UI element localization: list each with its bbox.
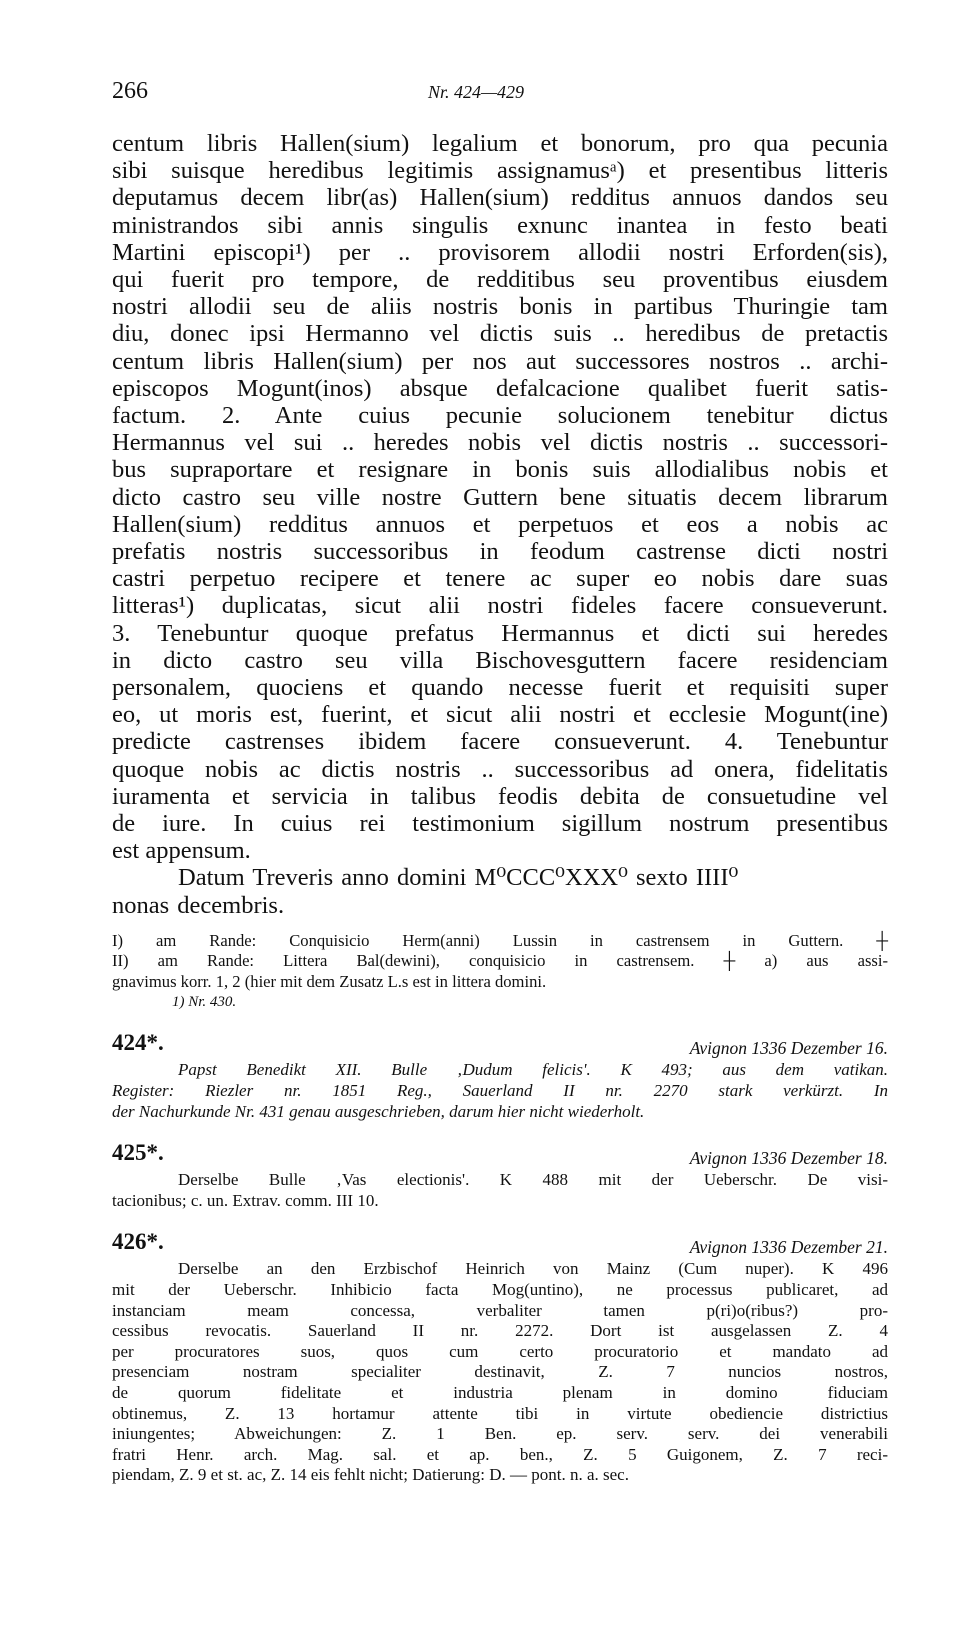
entry-place-date: Avignon 1336 Dezember 21. <box>689 1237 888 1258</box>
entry-line: Register: Riezler nr. 1851 Reg., Sauerland II nr. 2270 stark verkürzt. In <box>112 1080 888 1100</box>
entry-line: Derselbe an den Erzbischof Heinrich von Mainz (Cum nuper). K 496 <box>178 1259 888 1279</box>
text-line: 3. Tenebuntur quoque prefatus Hermannus et dicti sui heredes <box>112 619 888 647</box>
dating-clause <box>112 864 888 891</box>
text-line: personalem, quociens et quando necesse fuerit et requisiti super <box>112 674 888 702</box>
text-line: iuramenta et servicia in talibus feodis debita de consuetudine vel <box>112 782 888 810</box>
entry-number: 426*. <box>112 1229 164 1255</box>
entry-426 <box>112 1229 888 1486</box>
text-line: ministrandos sibi annis singulis exnunc inantea in festo beati <box>112 211 888 239</box>
text-line: diu, donec ipsi Hermanno vel dictis suis .. heredibus de pretactis <box>112 320 888 348</box>
page-number: 266 <box>112 78 148 104</box>
text-line: litteras¹) duplicatas, sicut alii nostri fideles facere consueverunt. <box>112 592 888 620</box>
page-header <box>112 78 888 112</box>
entry-body <box>112 1170 888 1211</box>
entry-number: 425*. <box>112 1140 164 1166</box>
entry-line: obtinemus, Z. 13 hortamur attente tibi in virtute obediencie districtius <box>112 1403 888 1423</box>
text-line: deputamus decem libr(as) Hallen(sium) redditus annuos dandos seu <box>112 184 888 212</box>
running-title: Nr. 424—429 <box>428 82 525 102</box>
text-line: Martini episcopi¹) per .. provisorem allodii nostri Erforden(sis), <box>112 238 888 266</box>
entry-line: presenciam nostram specialiter destinavit, Z. 7 nuncios nostros, <box>112 1362 888 1382</box>
text-line: de iure. In cuius rei testimonium sigillum nostrum presentibus <box>112 810 888 838</box>
text-line: dicto castro seu ville nostre Guttern bene situatis decem librarum <box>112 483 888 511</box>
entry-424 <box>112 1030 888 1122</box>
entry-line: de quorum fidelitate et industria plenam in domino fiduciam <box>112 1382 888 1402</box>
entry-line: piendam, Z. 9 et st. ac, Z. 14 eis fehlt nicht; Datierung: D. — pont. n. a. sec. <box>112 1465 629 1485</box>
entry-place-date: Avignon 1336 Dezember 18. <box>689 1148 888 1169</box>
text-line: qui fuerit pro tempore, de redditibus seu proventibus eiusdem <box>112 266 888 294</box>
text-line: quoque nobis ac dictis nostris .. successoribus ad onera, fidelitatis <box>112 755 888 783</box>
text-line: Hallen(sium) redditus annuos et perpetuos et eos a nobis ac <box>112 510 888 538</box>
entry-line: instanciam meam concessa, verbaliter tamen p(ri)o(ribus?) pro- <box>112 1300 888 1320</box>
text-line: eo, ut moris est, fuerint, et sicut alii nostri et ecclesie Mogunt(ine) <box>112 701 888 729</box>
critical-apparatus <box>112 931 888 1013</box>
text-line: predicte castrenses ibidem facere consueverunt. 4. Tenebuntur <box>112 728 888 756</box>
text-line: sibi suisque heredibus legitimis assignamusᵃ) et presentibus litteris <box>112 157 888 185</box>
dating-line: nonas decembris. <box>112 891 285 919</box>
main-text <box>112 130 888 864</box>
text-line: centum libris Hallen(sium) per nos aut successores nostros .. archi- <box>112 347 888 375</box>
text-line: nostri allodii seu de aliis nostris bonis in partibus Thuringie tam <box>112 293 888 321</box>
apparatus-line: II) am Rande: Littera Bal(dewini), conquisicio in castrensem. ┼ a) aus assi- <box>112 951 888 971</box>
page <box>112 78 888 1486</box>
entry-line: tacionibus; c. un. Extrav. comm. III 10. <box>112 1190 379 1210</box>
entry-number: 424*. <box>112 1030 164 1056</box>
text-line: in dicto castro seu villa Bischovesguttern facere residenciam <box>112 646 888 674</box>
text-line: episcopos Mogunt(inos) absque defalcacione qualibet fuerit satis- <box>112 374 888 402</box>
entry-body <box>112 1060 888 1122</box>
dating-clause-end <box>112 892 888 919</box>
text-line: Hermannus vel sui .. heredes nobis vel dictis nostris .. successori- <box>112 429 888 457</box>
entry-line: per procuratores suos, quos cum certo procuratorio et mandato ad <box>112 1341 888 1361</box>
entry-line: cessibus revocatis. Sauerland II nr. 2272. Dort ist ausgelassen Z. 4 <box>112 1321 888 1341</box>
entry-heading <box>112 1229 888 1259</box>
entry-body <box>112 1259 888 1486</box>
text-line: centum libris Hallen(sium) legalium et bonorum, pro qua pecunia <box>112 130 888 157</box>
text-line: factum. 2. Ante cuius pecunie solucionem tenebitur dictus <box>112 402 888 430</box>
entry-heading <box>112 1030 888 1060</box>
text-line: est appensum. <box>112 837 251 865</box>
entry-line: iniungentes; Abweichungen: Z. 1 Ben. ep. serv. serv. dei venerabili <box>112 1424 888 1444</box>
entry-line: mit der Ueberschr. Inhibicio facta Mog(untino), ne processus publicaret, ad <box>112 1279 888 1299</box>
text-line: bus supraportare et resignare in bonis suis allodialibus nobis et <box>112 456 888 484</box>
entry-line: der Nachurkunde Nr. 431 genau ausgeschrieben, darum hier nicht wiederholt. <box>112 1101 645 1121</box>
entry-heading <box>112 1140 888 1170</box>
apparatus-line: I) am Rande: Conquisicio Herm(anni) Lussin in castrensem in Guttern. ┼ <box>112 930 888 950</box>
footnote: 1) Nr. 430. <box>172 994 237 1011</box>
text-line: prefatis nostris successoribus in feodum castrense dicti nostri <box>112 538 888 566</box>
entry-line: fratri Henr. arch. Mag. sal. et ap. ben., Z. 5 Guigonem, Z. 7 reci- <box>112 1444 888 1464</box>
entry-line: Derselbe Bulle ‚Vas electionis'. K 488 mit der Ueberschr. De visi- <box>178 1170 888 1190</box>
apparatus-line: gnavimus korr. 1, 2 (hier mit dem Zusatz L.s est in littera domini. <box>112 971 547 991</box>
entry-425 <box>112 1140 888 1211</box>
dating-line: Datum Treveris anno domini M⁰CCC⁰XXX⁰ sexto IIII⁰ <box>178 864 739 892</box>
entry-place-date: Avignon 1336 Dezember 16. <box>689 1038 888 1059</box>
entry-line: Papst Benedikt XII. Bulle ‚Dudum felicis'. K 493; aus dem vatikan. <box>178 1060 888 1080</box>
text-line: castri perpetuo recipere et tenere ac super eo nobis dare suas <box>112 565 888 593</box>
